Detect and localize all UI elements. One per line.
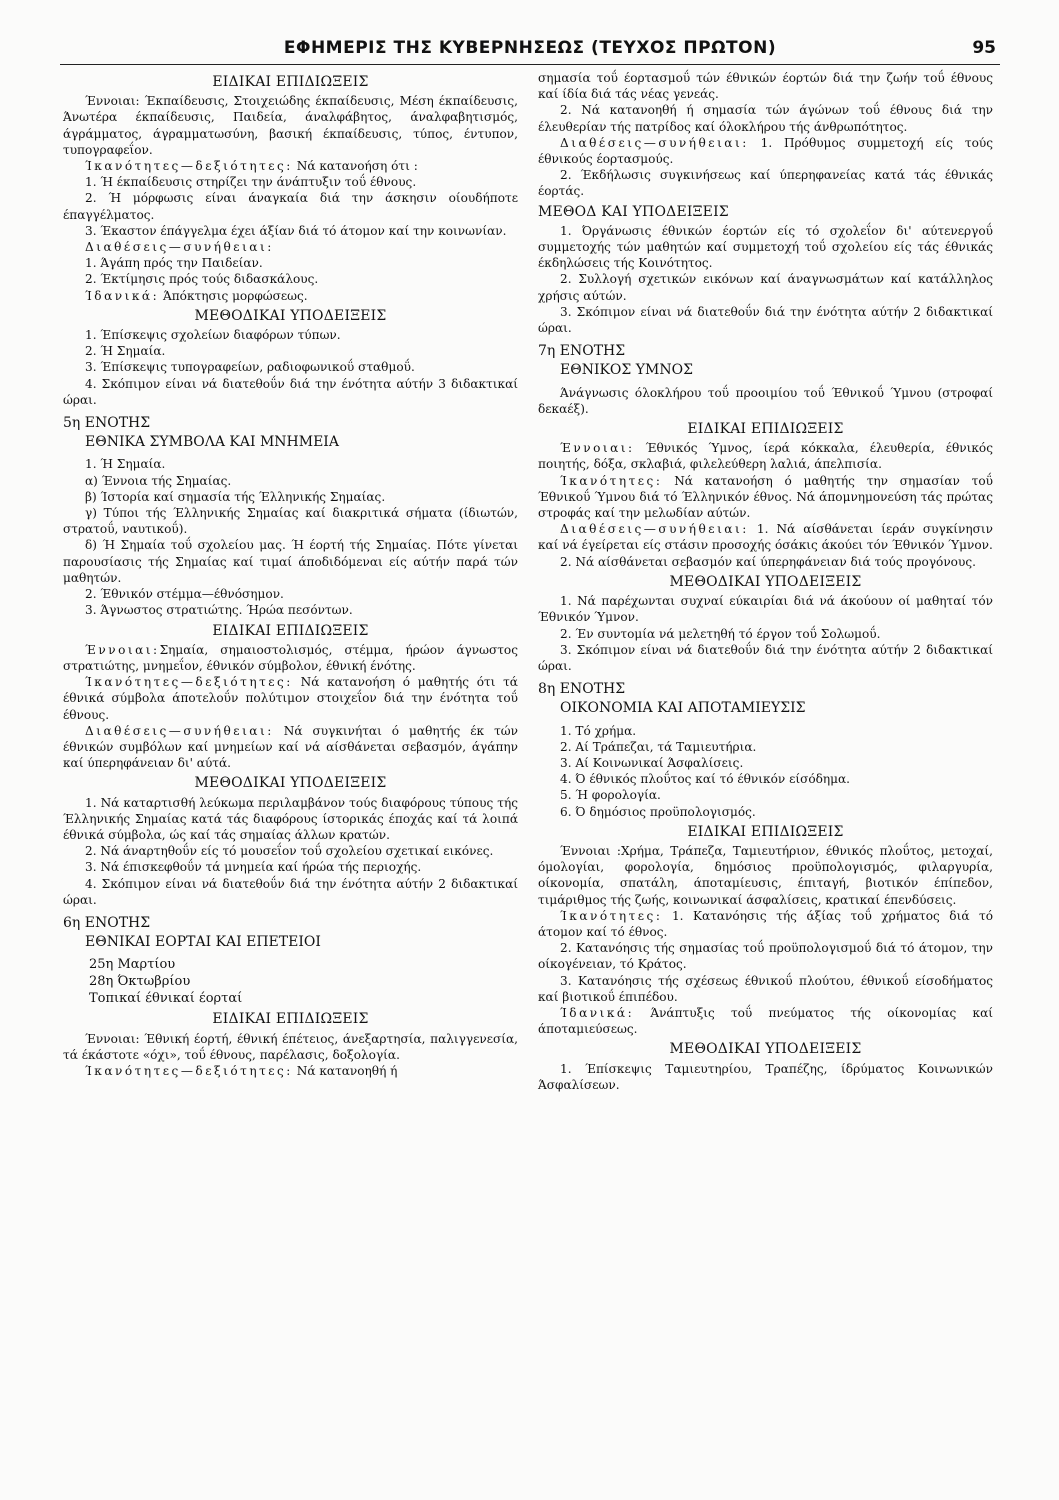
- text: Νά συγκινήται ό μαθητής έκ τών έθνικών συμβόλων καί μνημείων καί νά αίσθάνεται σεβασμόν, άγάπην καί ύπερηφάνειαν δι' αύτά.: [63, 723, 518, 771]
- section-heading: ΕΙΔΙΚΑΙ ΕΠΙΔΙΩΞΕΙΣ: [212, 1011, 369, 1028]
- list-item: 1. Ή έκπαίδευσις στηρίζει την άνάπτυξιν τοΰ έθνους.: [85, 175, 417, 190]
- list-item: 2. Νά αίσθάνεται σεβασμόν καί ύπερηφάνειαν διά τούς προγόνους.: [560, 554, 976, 569]
- text: Άνάπτυξις τοΰ πνεύματος τής οίκονομίας καί άποταμιεύσεως.: [538, 1005, 993, 1037]
- section-heading: ΕΙΔΙΚΑΙ ΕΠΙΔΙΩΞΕΙΣ: [687, 823, 844, 840]
- label: Ίκανότητες—δεξιότητες:: [85, 675, 293, 690]
- text: Νά κατανοηθή ή: [296, 1063, 398, 1078]
- text: Σημαία, σημαιοστολισμός, στέμμα, ήρώον άγνωστος στρατιώτης, μνημεΐον, έθνικόν σύμβολον, έθνική ένότης.: [63, 642, 518, 673]
- list-item: 6. Ό δημόσιος προϋπολογισμός.: [560, 804, 756, 819]
- section-heading: ΜΕΘΟΔΙΚΑΙ ΥΠΟΔΕΙΞΕΙΣ: [669, 1041, 862, 1058]
- paragraph: [63, 674, 518, 723]
- unit-label: 8η ΕΝΟΤΗΣ: [538, 681, 626, 698]
- unit-label: 6η ΕΝΟΤΗΣ: [63, 914, 151, 931]
- text: 1. Νά αίσθάνεται ίεράν συγκίνησιν καί νά έγείρεται είς στάσιν προσοχής όσάκις άκούει τόν Έθνικόν Ύμνον.: [538, 522, 993, 553]
- list-item: 2. Έκτίμησις πρός τούς διδασκάλους.: [85, 272, 319, 287]
- unit-title: ΕΘΝΙΚΟΣ ΥΜΝΟΣ: [560, 362, 693, 379]
- unit-title: ΕΘΝΙΚΑ ΣΥΜΒΟΛΑ ΚΑΙ ΜΝΗΜΕΙΑ: [85, 434, 339, 451]
- list-item: 25η Μαρτίου: [89, 957, 176, 973]
- right-column: [538, 70, 993, 1093]
- list-item: 1. Έπίσκεψις σχολείων διαφόρων τύπων.: [85, 328, 341, 343]
- paragraph: [538, 1005, 993, 1037]
- list-item: 2. Ή Σημαία.: [85, 344, 166, 359]
- paragraph: [63, 642, 518, 674]
- label: Ίδανικά:: [560, 1005, 635, 1020]
- text: 1. Πρόθυμος συμμετοχή είς τούς έθνικούς έορτασμούς.: [538, 135, 993, 167]
- section-heading: ΜΕΘΟΔ ΚΑΙ ΥΠΟΔΕΙΞΕΙΣ: [538, 203, 729, 220]
- label: Ίκανότητες—δεξιότητες:: [85, 1063, 293, 1078]
- paragraph: [63, 239, 518, 255]
- text: Νά κατανοήση ότι :: [296, 159, 418, 174]
- paragraph: [63, 288, 518, 304]
- list-item: 4. Σκόπιμον είναι νά διατεθοΰν διά την ένότητα αύτήν 3 διδακτικαί ώραι.: [63, 376, 518, 407]
- paragraph: Άνάγνωσις όλοκλήρου τοΰ προοιμίου τοΰ Έθνικοΰ Ύμνου (στροφαί δεκαέξ).: [538, 385, 993, 416]
- label: Ίκανότητες:: [560, 908, 663, 923]
- paragraph: [63, 723, 518, 772]
- unit-label: 7η ΕΝΟΤΗΣ: [538, 343, 626, 360]
- list-item: 28η Όκτωβρίου: [89, 974, 191, 990]
- paragraph: Έννοιαι: Έκπαίδευσις, Στοιχειώδης έκπαίδευσις, Μέση έκπαίδευσις, Άνωτέρα έκπαίδευσις, Παιδεία, άναλφάβητος, άναλφαβητισμός, άγράμματος, άγραμματωσύνη, βασική έκπαίδευσις, τύπος, έντυπον, τυπογραφεΐον.: [63, 94, 518, 157]
- list-item: 3. Αί Κοινωνικαί Άσφαλίσεις.: [560, 755, 744, 770]
- list-item: 2. Έν συντομία νά μελετηθή τό έργον τοΰ Σολωμοΰ.: [560, 626, 881, 641]
- label: Διαθέσεις—συνήθειαι:: [560, 522, 749, 537]
- label: Διαθέσεις—συνήθειαι:: [560, 135, 749, 150]
- paragraph: [538, 440, 993, 472]
- section-heading: ΕΙΔΙΚΑΙ ΕΠΙΔΙΩΞΕΙΣ: [687, 421, 844, 438]
- list-item: 1. Όργάνωσις έθνικών έορτών είς τό σχολεΐον δι' αύτενεργοΰ συμμετοχής τών μαθητών καί συμμετοχή τοΰ σχολείου είς τάς έθνικάς έκδηλώσεις τής Κοινότητος.: [538, 223, 993, 271]
- list-item: 2. Έκδήλωσις συγκινήσεως καί ύπερηφανείας κατά τάς έθνικάς έορτάς.: [538, 168, 993, 199]
- text: Άπόκτησις μορφώσεως.: [163, 288, 308, 303]
- text: 1. Κατανόησις τής άξίας τοΰ χρήματος διά τό άτομον καί τό έθνος.: [538, 908, 993, 939]
- list-item: 3. Σκόπιμον είναι νά διατεθοΰν διά την ένότητα αύτήν 2 διδακτικαί ώραι.: [538, 304, 993, 336]
- list-item: 1. Έπίσκεψις Ταμιευτηρίου, Τραπέζης, ίδρύματος Κοινωνικών Άσφαλίσεων.: [538, 1061, 993, 1092]
- list-item: 3. Κατανόησις τής σχέσεως έθνικοΰ πλούτου, έθνικοΰ είσοδήματος καί βιοτικοΰ έπιπέδου.: [538, 973, 993, 1004]
- paragraph: σημασία τοΰ έορτασμοΰ τών έθνικών έορτών διά την ζωήν τοΰ έθνους καί ίδία διά τάς νέας γενεάς.: [538, 71, 993, 102]
- list-item: 2. Αί Τράπεζαι, τά Ταμιευτήρια.: [560, 739, 757, 754]
- list-item: 2. Νά άναρτηθοΰν είς τό μουσεΐον τοΰ σχολείου σχετικαί εικόνες.: [85, 844, 494, 859]
- list-item: α) Έννοια τής Σημαίας.: [85, 473, 232, 488]
- unit-label: 5η ΕΝΟΤΗΣ: [63, 415, 151, 432]
- label: Έννοιαι:: [85, 642, 160, 657]
- paragraph: [63, 158, 518, 174]
- list-item: 3. Έπίσκεψις τυπογραφείων, ραδιοφωνικοΰ σταθμοΰ.: [85, 360, 415, 375]
- gazette-title: ΕΦΗΜΕΡΙΣ ΤΗΣ ΚΥΒΕΡΝΗΣΕΩΣ (ΤΕΥΧΟΣ ΠΡΩΤΟΝ): [283, 38, 777, 58]
- list-item: δ) Ή Σημαία τοΰ σχολείου μας. Ή έορτή τής Σημαίας. Πότε γίνεται παρουσίασις τής Σημαίας καί τιμαί άποδιδόμεναι είς αύτήν παρά τών μαθητών.: [63, 538, 518, 585]
- label: Έννοιαι:: [560, 441, 635, 456]
- list-item: 3. Σκόπιμον είναι νά διατεθοΰν διά την ένότητα αύτήν 2 διδακτικαί ώραι.: [538, 642, 993, 673]
- paragraph: [538, 908, 993, 940]
- label: Διαθέσεις—συνήθειαι:: [85, 723, 274, 738]
- unit-title: ΕΘΝΙΚΑΙ ΕΟΡΤΑΙ ΚΑΙ ΕΠΕΤΕΙΟΙ: [85, 934, 321, 951]
- text: Έθνικός Ύμνος, ίερά κόκκαλα, έλευθερία, έθνικός ποιητής, δόξα, σκλαβιά, φιλελεύθερη λαλιά, άπελπισία.: [538, 441, 993, 472]
- left-column: [63, 70, 518, 1079]
- list-item: 2. Νά κατανοηθή ή σημασία τών άγώνων τοΰ έθνους διά την έλευθερίαν τής πατρίδος καί όλοκλήρου τής άνθρωπότητος.: [538, 103, 993, 134]
- list-item: 4. Ό έθνικός πλοΰτος καί τό έθνικόν είσόδημα.: [560, 772, 851, 787]
- section-heading: ΜΕΘΟΔΙΚΑΙ ΥΠΟΔΕΙΞΕΙΣ: [669, 573, 862, 590]
- label: Ίδανικά:: [85, 288, 160, 303]
- list-item: 1. Νά καταρτισθή λεύκωμα περιλαμβάνον τούς διαφόρους τύπους τής Έλληνικής Σημαίας κατά τάς διαφόρους ίστορικάς έποχάς καί τά λοιπά έθνικά σύμβολα, ώς καί τάς σημαίας άλλων κρατών.: [63, 795, 518, 842]
- label: Ίκανότητες:: [560, 473, 663, 488]
- label: Διαθέσεις—συνήθειαι:: [85, 240, 274, 255]
- paragraph: [538, 135, 993, 167]
- text: Νά κατανοήση ό μαθητής την σημασίαν τοΰ Έθνικοΰ Ύμνου διά τό Έλληνικόν έθνος. Νά άπομνημονεύση τάς πρώτας στροφάς καί την μελωδίαν αύτών.: [538, 473, 993, 521]
- paragraph: Έννοιαι: Έθνική έορτή, έθνική έπέτειος, άνεξαρτησία, παλιγγενεσία, τά έκάστοτε «όχι», τοΰ έθνους, παρέλασις, δοξολογία.: [63, 1031, 518, 1062]
- page-header: [60, 36, 1000, 65]
- unit-title: ΟΙΚΟΝΟΜΙΑ ΚΑΙ ΑΠΟΤΑΜΙΕΥΣΙΣ: [560, 700, 806, 717]
- list-item: 4. Σκόπιμον είναι νά διατεθοΰν διά την ένότητα αύτήν 2 διδακτικαί ώραι.: [63, 876, 518, 907]
- list-item: 1. Άγάπη πρός την Παιδείαν.: [85, 256, 263, 271]
- list-item: 3. Νά έπισκεφθοΰν τά μνημεία καί ήρώα τής περιοχής.: [85, 860, 422, 875]
- list-item: 1. Τό χρήμα.: [560, 723, 637, 738]
- paragraph: [538, 521, 993, 553]
- section-heading: ΜΕΘΟΔΙΚΑΙ ΥΠΟΔΕΙΞΕΙΣ: [194, 775, 387, 792]
- list-item: 1. Νά παρέχωνται συχναί εύκαιρίαι διά νά άκούουν οί μαθηταί τόν Έθνικόν Ύμνον.: [538, 594, 993, 625]
- section-heading: ΕΙΔΙΚΑΙ ΕΠΙΔΙΩΞΕΙΣ: [212, 74, 369, 90]
- page-number: 95: [972, 38, 996, 58]
- list-item: 2. Έθνικόν στέμμα—έθνόσημον.: [85, 587, 284, 602]
- paragraph: [538, 473, 993, 522]
- list-item: 2. Κατανόησις τής σημασίας τοΰ προϋπολογισμοΰ διά τό άτομον, την οίκογένειαν, τό Κράτος.: [538, 941, 993, 972]
- list-item: 5. Ή φορολογία.: [560, 788, 661, 803]
- list-item: Τοπικαί έθνικαί έορταί: [89, 991, 243, 1007]
- list-item: 3. Έκαστον έπάγγελμα έχει άξίαν διά τό άτομον καί την κοινωνίαν.: [85, 223, 507, 238]
- label: Ίκανότητες—δεξιότητες:: [85, 159, 293, 174]
- paragraph: Έννοιαι :Χρήμα, Τράπεζα, Ταμιευτήριον, έθνικός πλοΰτος, μετοχαί, όμολογίαι, φορολογία, δημόσιος προϋπολογισμός, φιλαργυρία, οίκονομία, σπατάλη, άποταμίευσις, έπιταγή, βιοτικόν έπίπεδον, τιμάριθμος τής ζωής, κοινωνικαί άσφαλίσεις, κρατικαί έπενδύσεις.: [538, 843, 993, 907]
- list-item: 2. Συλλογή σχετικών εικόνων καί άναγνωσμάτων καί κατάλληλος χρήσις αύτών.: [538, 272, 993, 303]
- list-item: 2. Ή μόρφωσις είναι άναγκαία διά την άσκησιν οίουδήποτε έπαγγέλματος.: [63, 191, 518, 222]
- list-item: 3. Άγνωστος στρατιώτης. Ήρώα πεσόντων.: [85, 603, 353, 618]
- text: Νά κατανοήση ό μαθητής ότι τά έθνικά σύμβολα άποτελοΰν πολύτιμον στοιχεΐον διά την ένότητα τοΰ έθνους.: [63, 675, 518, 722]
- list-item: β) Ίστορία καί σημασία τής Έλληνικής Σημαίας.: [85, 489, 386, 504]
- paragraph: [63, 1063, 518, 1079]
- section-heading: ΕΙΔΙΚΑΙ ΕΠΙΔΙΩΞΕΙΣ: [212, 622, 369, 639]
- section-heading: ΜΕΘΟΔΙΚΑΙ ΥΠΟΔΕΙΞΕΙΣ: [194, 307, 387, 324]
- list-item: γ) Τύποι τής Έλληνικής Σημαίας καί διακριτικά σήματα (ίδιωτών, στρατοΰ, ναυτικοΰ).: [63, 506, 518, 537]
- list-item: 1. Ή Σημαία.: [85, 457, 166, 472]
